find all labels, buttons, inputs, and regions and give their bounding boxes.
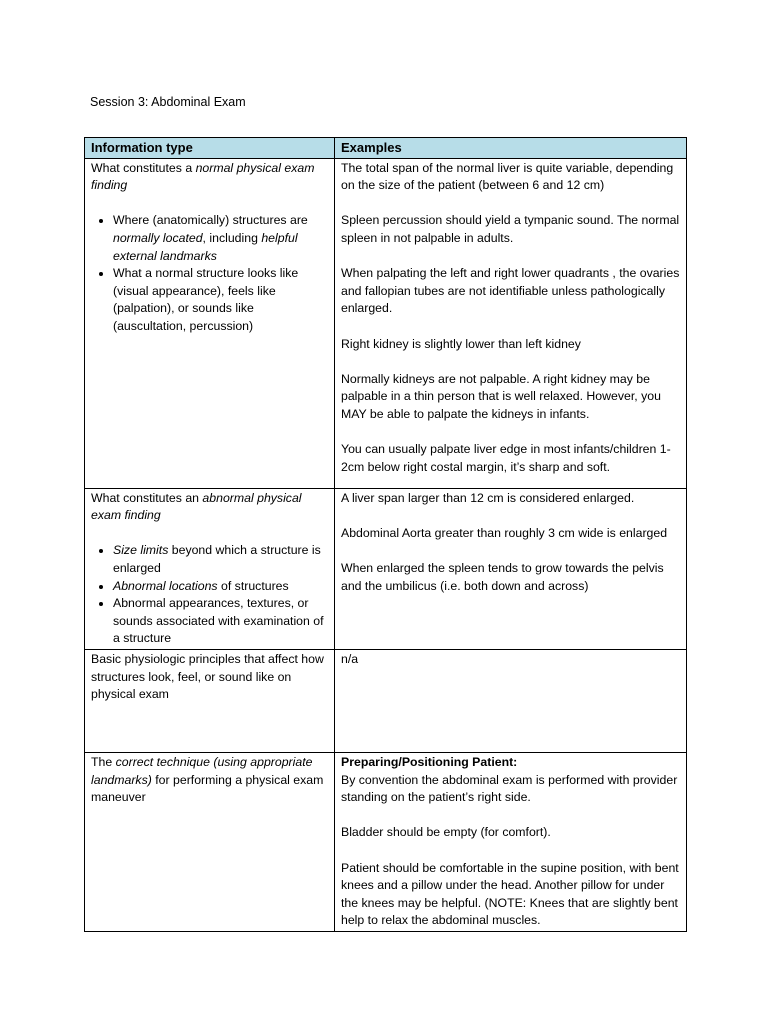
example-text: Right kidney is slightly lower than left kidney	[341, 336, 581, 351]
table-row	[85, 158, 687, 488]
example-text: The total span of the normal liver is quite variable, depending on the size of the patient (between 6 and 12 cm)	[341, 160, 674, 193]
info-bullet-list	[91, 542, 329, 648]
info-type-text: Basic physiologic principles that affect how structures look, feel, or sound like on physical exam	[91, 651, 324, 702]
table-row	[85, 649, 687, 752]
example-text: When palpating the left and right lower quadrants , the ovaries and fallopian tubes are not identifiable unless pathologically enlarged.	[341, 266, 680, 316]
info-type-cell-technique	[85, 752, 335, 931]
example-text: By convention the abdominal exam is performed with provider standing on the patient’s right side.	[341, 772, 678, 805]
list-item: • Abnormal locations of structures	[113, 578, 329, 596]
example-text: You can usually palpate liver edge in most infants/children 1-2cm below right costal margin, it’s sharp and soft.	[341, 442, 671, 474]
example-text: Bladder should be empty (for comfort).	[341, 825, 551, 840]
example-heading: Preparing/Positioning Patient:	[341, 754, 518, 769]
list-item: • Where (anatomically) structures are normally located, including helpful external landmarks	[113, 212, 329, 265]
info-type-text: The correct technique (using appropriate landmarks) for performing a physical exam maneuver	[91, 754, 324, 805]
list-item: • Abnormal appearances, textures, or sounds associated with examination of a structure	[113, 595, 329, 648]
examples-cell-technique	[335, 752, 687, 931]
list-item: • Size limits beyond which a structure is enlarged	[113, 542, 329, 577]
document-title: Session 3: Abdominal Exam	[90, 95, 246, 109]
example-text: A liver span larger than 12 cm is considered enlarged.	[341, 490, 635, 505]
examples-cell-physiology	[335, 649, 687, 752]
info-type-text: What constitutes a normal physical exam finding	[91, 160, 315, 193]
header-information-type: Information type	[85, 138, 335, 159]
table-row	[85, 488, 687, 649]
info-type-text: What constitutes an abnormal physical exam finding	[91, 490, 302, 523]
example-text: n/a	[341, 651, 359, 666]
info-type-cell-normal	[85, 158, 335, 488]
info-type-cell-physiology	[85, 649, 335, 752]
table-row	[85, 752, 687, 931]
example-text: When enlarged the spleen tends to grow towards the pelvis and the umbilicus (i.e. both down and across)	[341, 560, 664, 593]
list-item: • What a normal structure looks like (visual appearance), feels like (palpation), or sounds like (auscultation, percussion)	[113, 265, 329, 335]
examples-cell-abnormal	[335, 488, 687, 649]
table-header-row	[85, 138, 687, 159]
example-text: Patient should be comfortable in the supine position, with bent knees and a pillow under the head. Another pillow for under the knees may be helpful. (NOTE: Knees that are slightly bent help to relax the abdominal muscles.	[341, 860, 679, 928]
info-bullet-list	[91, 212, 329, 335]
exam-info-table	[84, 137, 687, 932]
examples-cell-normal	[335, 158, 687, 488]
header-examples: Examples	[335, 138, 687, 159]
example-text: Abdominal Aorta greater than roughly 3 cm wide is enlarged	[341, 525, 668, 540]
example-text: Normally kidneys are not palpable. A right kidney may be palpable in a thin person that is well relaxed. However, you MAY be able to palpate the kidneys in infants.	[341, 371, 661, 421]
example-text: Spleen percussion should yield a tympanic sound. The normal spleen in not palpable in adults.	[341, 213, 680, 245]
info-type-cell-abnormal	[85, 488, 335, 649]
